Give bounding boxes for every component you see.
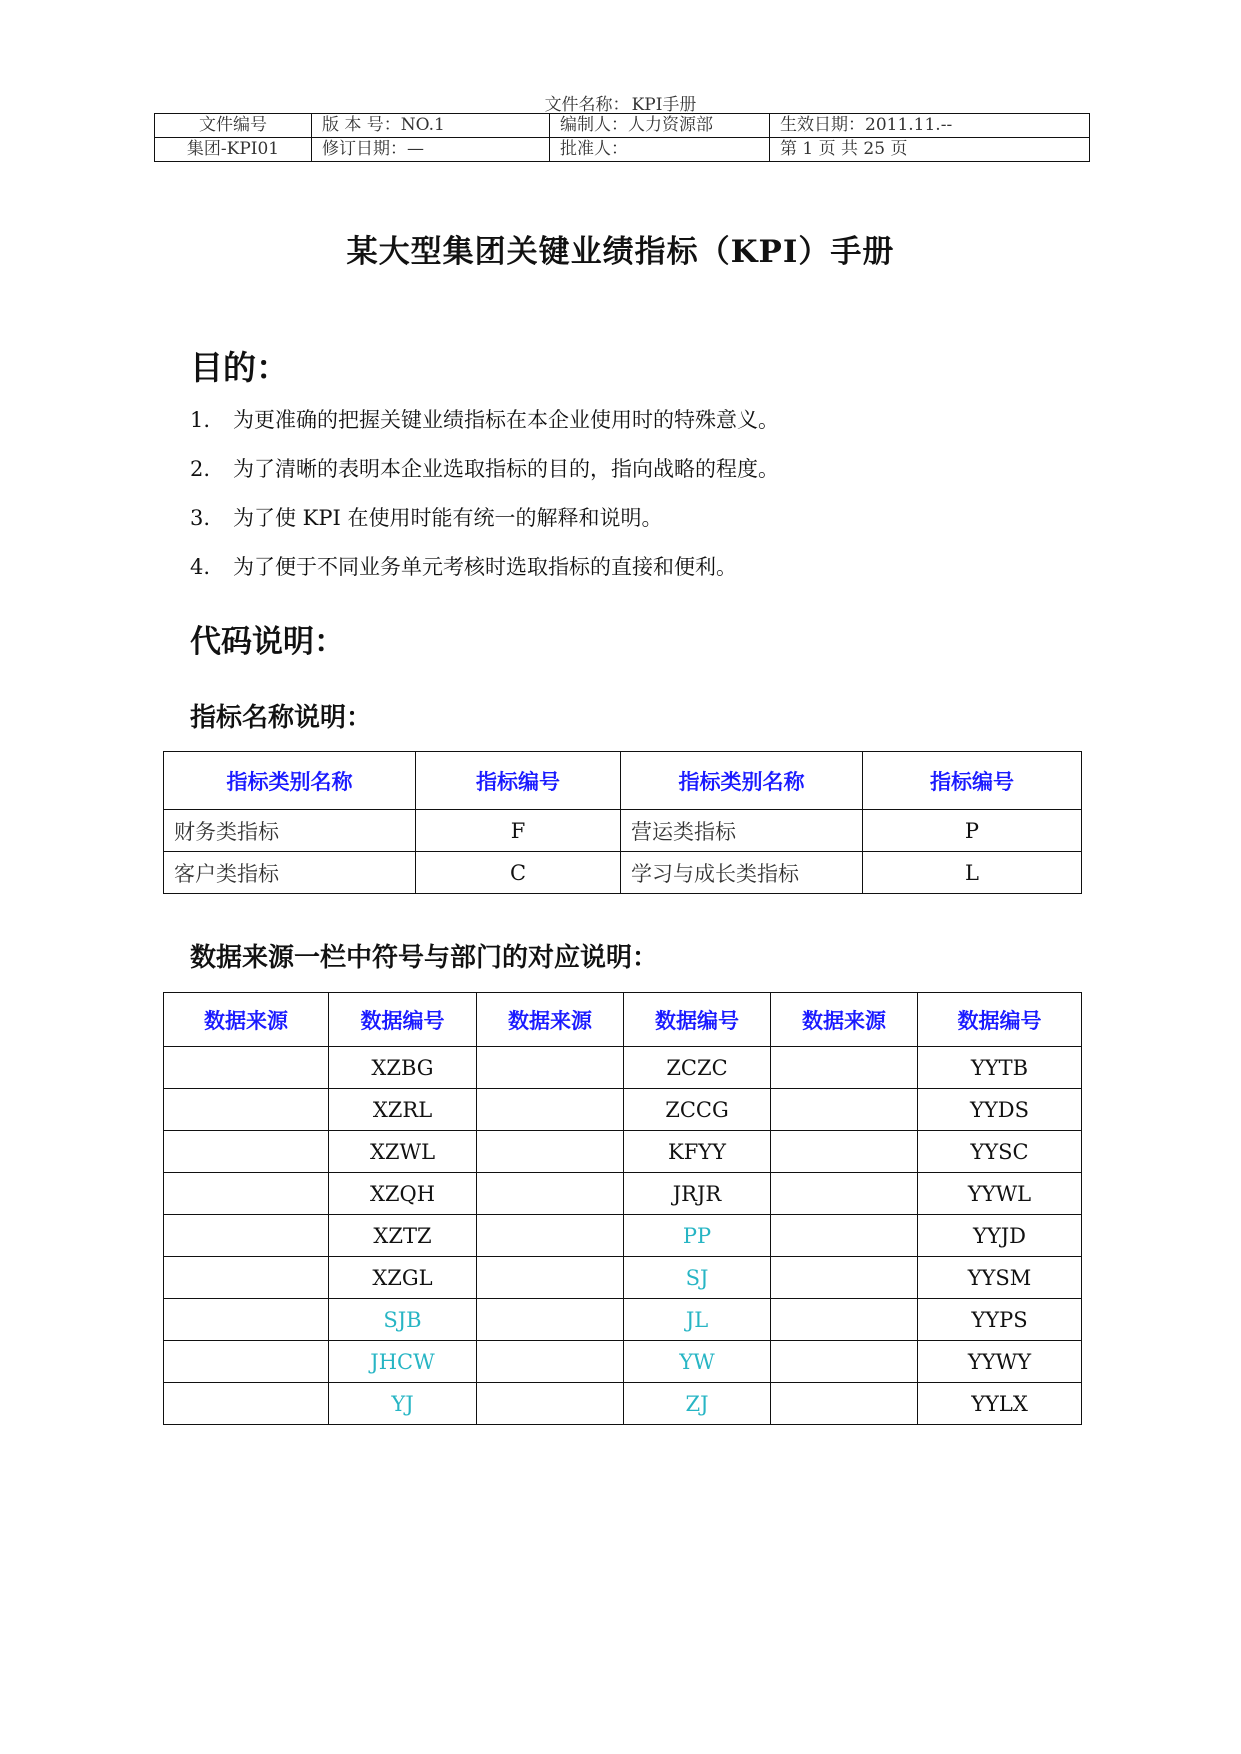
document-info-cell: 生效日期：2011.11.--: [770, 114, 1090, 138]
table-row: [164, 1215, 1082, 1257]
list-item: [190, 449, 1140, 498]
indicator-name-heading: 指标名称说明：: [190, 703, 373, 733]
table-cell: [771, 1173, 918, 1215]
table-cell: YYSM: [918, 1257, 1082, 1299]
column-header: 数据编号: [918, 993, 1082, 1047]
table-row: [164, 1131, 1082, 1173]
document-info-cell: 文件编号: [155, 114, 312, 138]
data-source-heading: 数据来源一栏中符号与部门的对应说明：: [190, 943, 659, 973]
table-cell: JHCW: [329, 1341, 477, 1383]
document-info-cell: 修订日期：—: [312, 138, 550, 162]
list-item-number: 3.: [190, 506, 211, 530]
document-name: [0, 90, 1241, 115]
table-cell: [477, 1215, 624, 1257]
document-info-cell: 版 本 号：NO.1: [312, 114, 550, 138]
table-cell: [771, 1047, 918, 1089]
list-item-number: 4.: [190, 555, 211, 579]
list-item-text: 为了使 KPI 在使用时能有统一的解释和说明。: [233, 506, 663, 530]
document-info-cell: 编制人：人力资源部: [550, 114, 770, 138]
table-cell: [164, 1089, 329, 1131]
table-cell: [164, 1215, 329, 1257]
table-cell: [771, 1089, 918, 1131]
column-header: 数据编号: [624, 993, 771, 1047]
table-cell: [771, 1383, 918, 1425]
list-item: [190, 547, 1140, 596]
table-cell: F: [416, 810, 621, 852]
page-title: 某大型集团关键业绩指标（KPI）手册: [346, 234, 895, 270]
column-header: 数据来源: [771, 993, 918, 1047]
list-item: [190, 498, 1140, 547]
list-item: [190, 400, 1140, 449]
column-header: 指标类别名称: [164, 752, 416, 810]
document-info-row: [155, 138, 1090, 162]
table-cell: [164, 1257, 329, 1299]
table-cell: YW: [624, 1341, 771, 1383]
table-cell: [771, 1257, 918, 1299]
table-cell: JRJR: [624, 1173, 771, 1215]
table-cell: [477, 1257, 624, 1299]
table-cell: 客户类指标: [164, 852, 416, 894]
list-item-text: 为了便于不同业务单元考核时选取指标的直接和便利。: [233, 555, 737, 579]
table-cell: XZRL: [329, 1089, 477, 1131]
table-cell: [164, 1341, 329, 1383]
column-header: 指标编号: [416, 752, 621, 810]
table-header-row: [164, 993, 1082, 1047]
code-heading: 代码说明：: [190, 624, 345, 660]
document-info-table: [154, 113, 1090, 162]
table-cell: YYWY: [918, 1341, 1082, 1383]
table-cell: [771, 1215, 918, 1257]
table-cell: 财务类指标: [164, 810, 416, 852]
table-cell: SJB: [329, 1299, 477, 1341]
table-cell: XZWL: [329, 1131, 477, 1173]
list-item-text: 为了清晰的表明本企业选取指标的目的，指向战略的程度。: [233, 457, 779, 481]
table-cell: [164, 1173, 329, 1215]
table-row: [164, 852, 1082, 894]
table-cell: [164, 1299, 329, 1341]
table-cell: [477, 1383, 624, 1425]
table-row: [164, 1383, 1082, 1425]
table-cell: [164, 1383, 329, 1425]
purpose-list: [190, 400, 1140, 596]
table-row: [164, 1341, 1082, 1383]
table-cell: 学习与成长类指标: [621, 852, 863, 894]
table-cell: 营运类指标: [621, 810, 863, 852]
table-cell: XZGL: [329, 1257, 477, 1299]
column-header: 指标类别名称: [621, 752, 863, 810]
column-header: 指标编号: [863, 752, 1082, 810]
table-row: [164, 1047, 1082, 1089]
table-cell: [771, 1341, 918, 1383]
table-row: [164, 1299, 1082, 1341]
document-info-row: [155, 114, 1090, 138]
column-header: 数据编号: [329, 993, 477, 1047]
table-row: [164, 1257, 1082, 1299]
data-source-table: [163, 992, 1082, 1425]
column-header: 数据来源: [164, 993, 329, 1047]
table-cell: PP: [624, 1215, 771, 1257]
document-info-cell: 第 1 页 共 25 页: [770, 138, 1090, 162]
document-info-cell: 集团-KPI01: [155, 138, 312, 162]
table-cell: P: [863, 810, 1082, 852]
table-cell: SJ: [624, 1257, 771, 1299]
table-cell: ZJ: [624, 1383, 771, 1425]
table-cell: YYDS: [918, 1089, 1082, 1131]
table-cell: YJ: [329, 1383, 477, 1425]
document-name-label: 文件名称：: [544, 95, 630, 115]
table-cell: YYJD: [918, 1215, 1082, 1257]
table-cell: YYPS: [918, 1299, 1082, 1341]
table-cell: [477, 1089, 624, 1131]
indicator-category-table: [163, 751, 1082, 894]
table-cell: XZTZ: [329, 1215, 477, 1257]
table-cell: YYTB: [918, 1047, 1082, 1089]
table-cell: [477, 1341, 624, 1383]
table-cell: [477, 1047, 624, 1089]
list-item-number: 2.: [190, 457, 211, 481]
table-cell: [771, 1131, 918, 1173]
table-cell: [477, 1173, 624, 1215]
table-cell: L: [863, 852, 1082, 894]
list-item-text: 为更准确的把握关键业绩指标在本企业使用时的特殊意义。: [233, 408, 779, 432]
table-cell: YYSC: [918, 1131, 1082, 1173]
table-cell: ZCCG: [624, 1089, 771, 1131]
table-cell: YYLX: [918, 1383, 1082, 1425]
table-cell: [477, 1131, 624, 1173]
data-source-table-body: [164, 1047, 1082, 1425]
column-header: 数据来源: [477, 993, 624, 1047]
table-cell: ZCZC: [624, 1047, 771, 1089]
table-header-row: [164, 752, 1082, 810]
document-info-cell: 批准人：: [550, 138, 770, 162]
table-cell: XZQH: [329, 1173, 477, 1215]
table-cell: [164, 1047, 329, 1089]
table-row: [164, 1173, 1082, 1215]
table-row: [164, 1089, 1082, 1131]
list-item-number: 1.: [190, 408, 211, 432]
table-cell: [771, 1299, 918, 1341]
table-cell: YYWL: [918, 1173, 1082, 1215]
table-cell: [477, 1299, 624, 1341]
table-row: [164, 810, 1082, 852]
table-cell: XZBG: [329, 1047, 477, 1089]
table-cell: [164, 1131, 329, 1173]
table-cell: JL: [624, 1299, 771, 1341]
table-cell: C: [416, 852, 621, 894]
purpose-heading: 目的：: [190, 348, 289, 387]
document-name-value: KPI手册: [631, 95, 697, 115]
table-cell: KFYY: [624, 1131, 771, 1173]
